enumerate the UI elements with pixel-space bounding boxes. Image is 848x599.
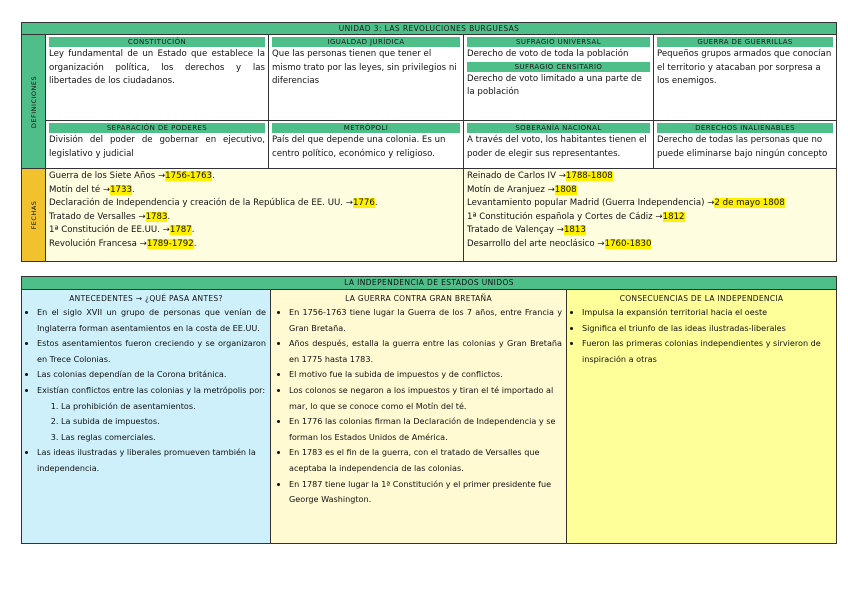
date-entry: Levantamiento popular Madrid (Guerra Independencia) →2 de mayo 1808 [467,198,785,208]
definition-term: METRÓPOLI [272,123,460,133]
consequences-column [567,290,837,544]
definition-cell [269,121,464,169]
consequences-title: CONSECUENCIAS DE LA INDEPENDENCIA [619,294,784,303]
date-entry: Tratado de Valençay →1813 [467,225,586,235]
definition-cell [46,121,269,169]
definition-text: Derecho de voto de toda la población [467,49,629,59]
list-item: • Fueron las primeras colonias independientes y sirvieron de inspiración a otras [582,336,832,367]
definition-term: DERECHOS INALIENABLES [657,123,833,133]
unit-table [21,22,837,262]
date-entry: Desarrollo del arte neoclásico →1760-1830 [467,238,652,249]
definition-cell [464,35,654,121]
date-entry: 1ª Constitución de EE.UU. →1787. [49,225,195,235]
unit-title: UNIDAD 3: LAS REVOLUCIONES BURGUESAS [22,23,837,35]
list-item: • Las ideas ilustradas y liberales promueven también la independencia. [37,445,266,476]
list-item: • Existían conflictos entre las colonias y la metrópolis por: 1. La prohibición de asentamientos. 2. La subida de impuestos. 3. Las reglas comerciales. [37,383,266,445]
antecedents-column [22,290,271,544]
sub-list-item: 2. La subida de impuestos. [61,414,266,430]
list-item: • En 1787 tiene lugar la 1ª Constitución y el primer presidente fue George Washington. [289,477,562,508]
dates-right [464,169,837,262]
date-entry: Revolución Francesa →1789-1792. [49,238,197,249]
date-entry: Motín del té →1733. [49,184,135,195]
definition-text: Pequeños grupos armados que conocían el territorio y atacaban por sorpresa a los enemigos. [657,49,832,87]
definition-text: A través del voto, los habitantes tienen el poder de elegir sus representantes. [467,135,647,159]
definition-term: IGUALDAD JURÍDICA [272,37,460,47]
definition-cell [269,35,464,121]
definition-text: División del poder de gobernar en ejecutivo, legislativo y judicial [49,135,265,159]
date-entry: Guerra de los Siete Años →1756-1763. [49,171,215,181]
list-item: • Estos asentamientos fueron creciendo y se organizaron en Trece Colonias. [37,336,266,367]
sub-list-item: 1. La prohibición de asentamientos. [61,399,266,415]
definition-cell [464,121,654,169]
date-entry: Tratado de Versalles →1783. [49,211,171,222]
date-entry: Reinado de Carlos IV →1788-1808 [467,171,613,181]
sub-list-item: 3. Las reglas comerciales. [61,430,266,446]
definition-term: SEPARACIÓN DE PODERES [49,123,265,133]
dates-label: FECHAS [22,169,46,262]
independence-title: LA INDEPENDENCIA DE ESTADOS UNIDOS [22,277,837,290]
definition-text: Que las personas tienen que tener el mismo trato por las leyes, sin privilegios ni diferencias [272,49,457,87]
definition-cell [46,35,269,121]
list-item: • En el siglo XVII un grupo de personas que venían de Inglaterra forman asentamientos en la costa de EE.UU. [37,305,266,336]
war-column [271,290,567,544]
list-item: • Significa el triunfo de las ideas ilustradas-liberales [582,321,832,337]
antecedents-title: ANTECEDENTES → ¿QUÉ PASA ANTES? [69,294,223,303]
definition-cell [654,121,837,169]
list-item: • Impulsa la expansión territorial hacia el oeste [582,305,832,321]
list-item: • En 1756-1763 tiene lugar la Guerra de los 7 años, entre Francia y Gran Bretaña. [289,305,562,336]
list-item: • Los colonos se negaron a los impuestos y tiran el té importado al mar, lo que se conoce como el Motín del té. [289,383,562,414]
war-title: LA GUERRA CONTRA GRAN BRETAÑA [345,294,492,303]
date-entry: Declaración de Independencia y creación de la República de EE. UU. →1776. [49,198,378,208]
independence-table [21,276,837,544]
definition-text: Derecho de todas las personas que no puede eliminarse bajo ningún concepto [657,135,828,159]
definition-cell [654,35,837,121]
definition-term: SUFRAGIO CENSITARIO [467,62,650,72]
definition-term: SUFRAGIO UNIVERSAL [467,37,650,47]
list-item: • Años después, estalla la guerra entre las colonias y Gran Bretaña en 1775 hasta 1783. [289,336,562,367]
dates-left [46,169,464,262]
list-item: • El motivo fue la subida de impuestos y de conflictos. [289,367,562,383]
date-entry: Motín de Aranjuez →1808 [467,184,577,195]
definition-text: Ley fundamental de un Estado que establece la organización política, los derechos y las libertades de los ciudadanos. [49,49,265,87]
definition-text: Derecho de voto limitado a una parte de la población [467,73,642,98]
definition-text: País del que depende una colonia. Es un centro político, económico y religioso. [272,135,446,159]
definition-term: SOBERANÍA NACIONAL [467,123,650,133]
list-item: • En 1776 las colonias firman la Declaración de Independencia y se forman los Estados Unidos de América. [289,414,562,445]
list-item: • En 1783 es el fin de la guerra, con el tratado de Versalles que aceptaba la independencia de las colonias. [289,445,562,476]
definition-term: CONSTITUCIÓN [49,37,265,47]
definition-term: GUERRA DE GUERRILLAS [657,37,833,47]
definitions-label: DEFINICIONES [22,35,46,169]
list-item: • Las colonias dependían de la Corona británica. [37,367,266,383]
date-entry: 1ª Constitución española y Cortes de Cádiz →1812 [467,211,685,222]
